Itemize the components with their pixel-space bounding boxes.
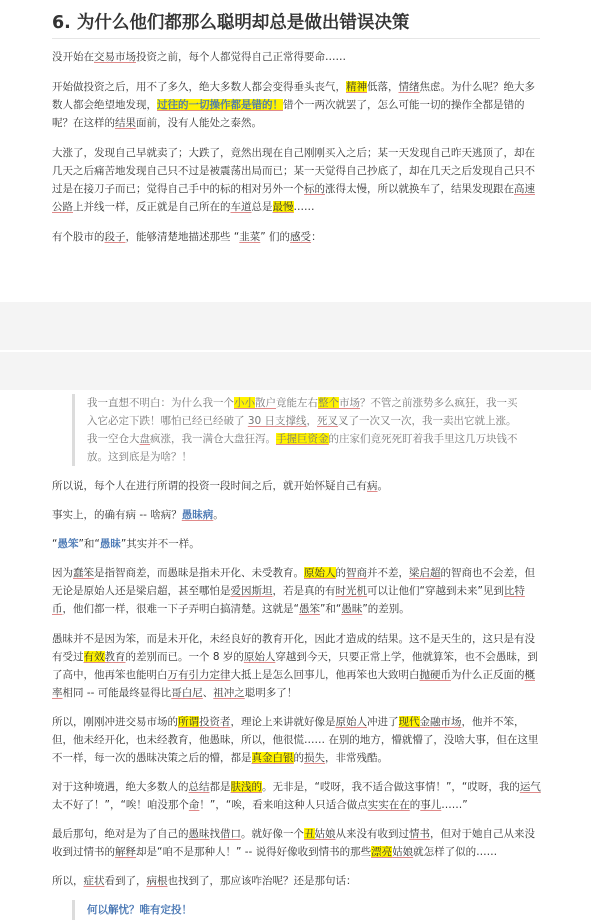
link-death-cross[interactable]: 死叉 [317,415,339,427]
text: 面前，没有人能处之泰然。 [136,117,262,129]
text: ，理论上来讲就好像是 [230,716,336,728]
text: 是指智商差，而愚昧是指未开化、未受教育。 [94,567,304,579]
text: ！”，“唉，看来咱这种人只适合做点 [199,799,368,811]
text: 看到了， [104,875,147,887]
text: 我一直想不明白：为什么我一个 [87,397,234,409]
text: …… [293,201,315,213]
text: ，他并不笨，但，他未经开化，也未经教育，他愚昧，所以，他很慌…… 在别的地方，懵就懵了，没啥大事，但在这里不一样，每一次的愚昧决策之后的懵，都是 [52,716,539,764]
text: 、 [202,687,214,699]
link-stupid[interactable]: 愚笨 [57,538,79,550]
paragraph-10 [52,778,542,814]
paragraph-8 [52,630,542,702]
link-dca[interactable]: 何以解忧？唯有定投！ [87,904,192,916]
text: 穿越到今天，只要正常上学，他就算笨，也不会愚昧，到了高中，他再笨也能明白 [52,651,538,681]
link-gravitation[interactable]: 万有引力定律 [167,669,231,681]
section-title: 6. 为什么他们都那么聪明却总是做出错误决策 [52,8,540,39]
link-time-machine[interactable]: 时光机 [335,585,367,597]
text: ” 们的 [260,231,291,243]
text: 低落， [367,81,399,93]
link-joke[interactable]: 段子 [104,231,126,243]
text: 竟能左右 [276,397,318,409]
link-real-money[interactable]: 真金白银 [251,752,294,764]
text: 相同 -- 可能最终显得比 [62,687,172,699]
text: 所以，刚刚冲进交易市场的 [52,716,178,728]
link-ugly[interactable]: 丑 [304,828,315,840]
link-primitive-man-2[interactable]: 原始人 [243,651,276,663]
link-primitive-man[interactable]: 原始人 [304,567,336,579]
text: 的 [409,799,421,811]
link-so-called[interactable]: 所谓 [178,716,199,728]
link-result[interactable]: 结果 [115,117,136,129]
link-root-cause[interactable]: 病根 [146,875,168,887]
text: ，但对于她自己从来没收到过情书的 [52,828,535,858]
link-ignorant[interactable]: 愚昧 [99,538,121,550]
text: 叉了一次又一次，我一卖出它就上涨。我一空仓大 [87,415,517,445]
link-probability[interactable]: 概率 [52,669,535,699]
link-symptom[interactable]: 症状 [83,875,105,887]
link-effective[interactable]: 有效 [83,651,105,663]
link-disease[interactable]: 病 [367,480,378,492]
link-girl-2[interactable]: 姑娘 [392,846,414,858]
link-luck[interactable]: 运气 [519,781,541,793]
link-leek[interactable]: 韭菜 [239,231,261,243]
link-copernicus[interactable]: 哥白尼 [171,687,203,699]
text: 总是 [251,201,273,213]
text: 。无非是，“哎呀，我不适合做这事情！”，“哎呀，我的 [262,781,520,793]
text: 。 [213,509,224,521]
link-exchange-market[interactable]: 交易市场 [94,51,136,63]
link-spirit[interactable]: 精神 [346,81,367,93]
text: 的 [293,752,304,764]
text: 可以让他们“穿越到未来”见到 [367,585,504,597]
paragraph-9 [52,713,542,767]
paragraph-6 [52,535,542,553]
link-education[interactable]: 教育 [104,651,126,663]
text: 最后那句，绝对是为了自己的 [52,828,189,840]
link-love-letter[interactable]: 情书 [409,828,430,840]
text: 就怎样了似的…… [413,846,498,858]
link-lane[interactable]: 车道 [230,201,252,213]
text: 事实上，的确有病 -- 啥病？ [52,509,182,521]
link-retail-investor[interactable]: 散户 [255,397,276,409]
link-slowest[interactable]: 最慢 [272,201,294,213]
text: 聪明多了！ [244,687,298,699]
text: 开始做投资之后，用不了多久，绝大多数人都会变得垂头丧气， [52,81,346,93]
link-investor[interactable]: 投资者 [199,716,231,728]
text: ，他们都一样，很难一下子弄明白搞清楚。这就是“ [62,603,299,615]
link-30day-support[interactable]: 30 日支撑线 [247,415,307,427]
paragraph-7 [52,564,542,618]
text: ： [311,231,322,243]
link-financial-market[interactable]: 金融市场 [419,716,462,728]
link-huge-capital[interactable]: 手握巨资金 [276,433,329,445]
link-bitcoin[interactable]: 比特币 [52,585,525,615]
paragraph-12 [52,872,542,890]
text: 错个一两次就罢了，怎么可能一切的操作全都是错的呢？在这样的 [52,99,525,129]
image-placeholder-bottom [0,352,591,390]
link-small[interactable]: 小小 [234,397,255,409]
text: 的差别而已。一个 8 岁的 [125,651,244,663]
link-matter[interactable]: 事儿 [420,799,442,811]
text: 愚昧并不是因为笨，而是未开化，未经良好的教育开化，因此才造成的结果。这不是天生的，这只是有没有受过 [52,633,535,663]
text: 疯涨，我一满仓大盘狂泻。 [150,433,276,445]
link-index[interactable]: 盘 [139,433,150,445]
link-ignorance-disease[interactable]: 愚昧病 [181,509,214,521]
text: ”和“ [319,603,342,615]
text: “ [52,538,58,550]
text: 的庄家们竟死死盯着我手里这几万块钱不放。这到底是为啥？！ [87,433,518,463]
text: 找 [209,828,220,840]
text: ，能够清楚地描述那些 “ [125,231,240,243]
text: 对于这种境遇，绝大多数人的 [52,781,189,793]
text: 大涨了，发现自己早就卖了；大跌了，竟然出现在自己刚刚买入之后；某一天发现自己昨天逃顶了，却在几天之后痛苦地发现自己只不过是被震荡出局而已；某一天觉得自己抄底了，却在几天之后发现自己只不过是在接刀子而已；觉得自己手中的标的相对另外一个 [52,147,535,195]
link-target[interactable]: 标的 [304,183,325,195]
text: 有个股市的 [52,231,105,243]
link-whole[interactable]: 整个 [318,397,339,409]
text: 为什么正反面的 [451,669,525,681]
link-liang-qichao[interactable]: 梁启超 [409,567,441,579]
text: 没开始在 [52,51,94,63]
paragraph-1 [52,78,542,132]
text: 却是“咱不是那种人！” -- 说得好像收到情书的那些 [136,846,372,858]
link-loss[interactable]: 损失 [304,752,325,764]
text: 。 [377,480,388,492]
text: ？不管之前涨势多么疯狂，我一买入它必定下跌！哪怕已经已经破了 [87,397,518,427]
text: 所以说，每个人在进行所谓的投资一段时间之后，就开始怀疑自己有 [52,480,367,492]
text: ……” [441,799,468,811]
link-explanation[interactable]: 解释 [115,846,136,858]
text: 的智商也不会差，但无论是原始人还是梁启超，甚至哪怕是 [52,567,535,597]
link-feeling[interactable]: 感受 [290,231,312,243]
text: 太不好了！”，“唉！咱没那个 [52,799,189,811]
paragraph-2 [52,144,542,216]
link-past-operations[interactable]: 过往的一切操作都是错的！ [157,99,283,111]
link-superficial[interactable]: 肤浅的 [230,781,262,793]
text: 上并线一样，反正就是自己所在的 [73,201,231,213]
link-coin-toss[interactable]: 抛硬币 [419,669,451,681]
paragraph-intro [52,48,542,66]
text: 并不差， [367,567,409,579]
text: 。就好像一个 [241,828,304,840]
text: ， [306,415,318,427]
text: ，非常残酷。 [325,752,388,764]
paragraph-5 [52,506,542,524]
blockquote-joke [72,394,527,466]
text: 投资之前，每个人都觉得自己正常得要命…… [136,51,346,63]
paragraph-11 [52,825,542,861]
link-iq[interactable]: 智商 [346,567,367,579]
blockquote-conclusion [72,900,527,920]
link-stupid-2[interactable]: 愚笨 [298,603,320,615]
link-zu-chongzhi[interactable]: 祖冲之 [213,687,245,699]
text: 也找到了，那应该咋治呢？还是那句话： [167,875,357,887]
link-excuse[interactable]: 借口 [220,828,241,840]
link-fate[interactable]: 命 [188,799,200,811]
text: ”的差别。 [362,603,410,615]
link-ignorance[interactable]: 愚昧 [188,828,210,840]
link-girl[interactable]: 姑娘 [314,828,336,840]
link-ignorant-2[interactable]: 愚昧 [341,603,363,615]
text: 的 [335,567,346,579]
text: 大抵上是怎么回事儿，他再笨也大致明白 [230,669,420,681]
paragraph-4 [52,477,542,495]
link-einstein[interactable]: 爱因斯坦 [230,585,273,597]
text: 涨得太慢，所以就换车了，结果发现跟在 [325,183,514,195]
text: 所以， [52,875,84,887]
link-primitive-man-3[interactable]: 原始人 [335,716,367,728]
text: 冲进了 [367,716,399,728]
text: ”其实并不一样。 [120,538,200,550]
link-emotion[interactable]: 情绪 [398,81,420,93]
paragraph-3 [52,228,542,246]
link-summary[interactable]: 总结 [188,781,210,793]
link-highway[interactable]: 高速公路 [52,183,535,213]
text: 因为 [52,567,73,579]
image-placeholder-top [0,302,591,350]
text: ”和“ [78,538,100,550]
link-market[interactable]: 市场 [339,397,360,409]
text: ，若是真的有 [272,585,336,597]
link-dumb[interactable]: 蠢笨 [73,567,94,579]
link-down-to-earth[interactable]: 实实在在 [367,799,410,811]
text: 从来没有收到过 [335,828,409,840]
text: 都是 [209,781,231,793]
link-modern[interactable]: 现代 [398,716,420,728]
text: 焦虑。为什么呢？绝大多数人都会绝望地发现， [52,81,535,111]
link-beautiful[interactable]: 漂亮 [371,846,393,858]
